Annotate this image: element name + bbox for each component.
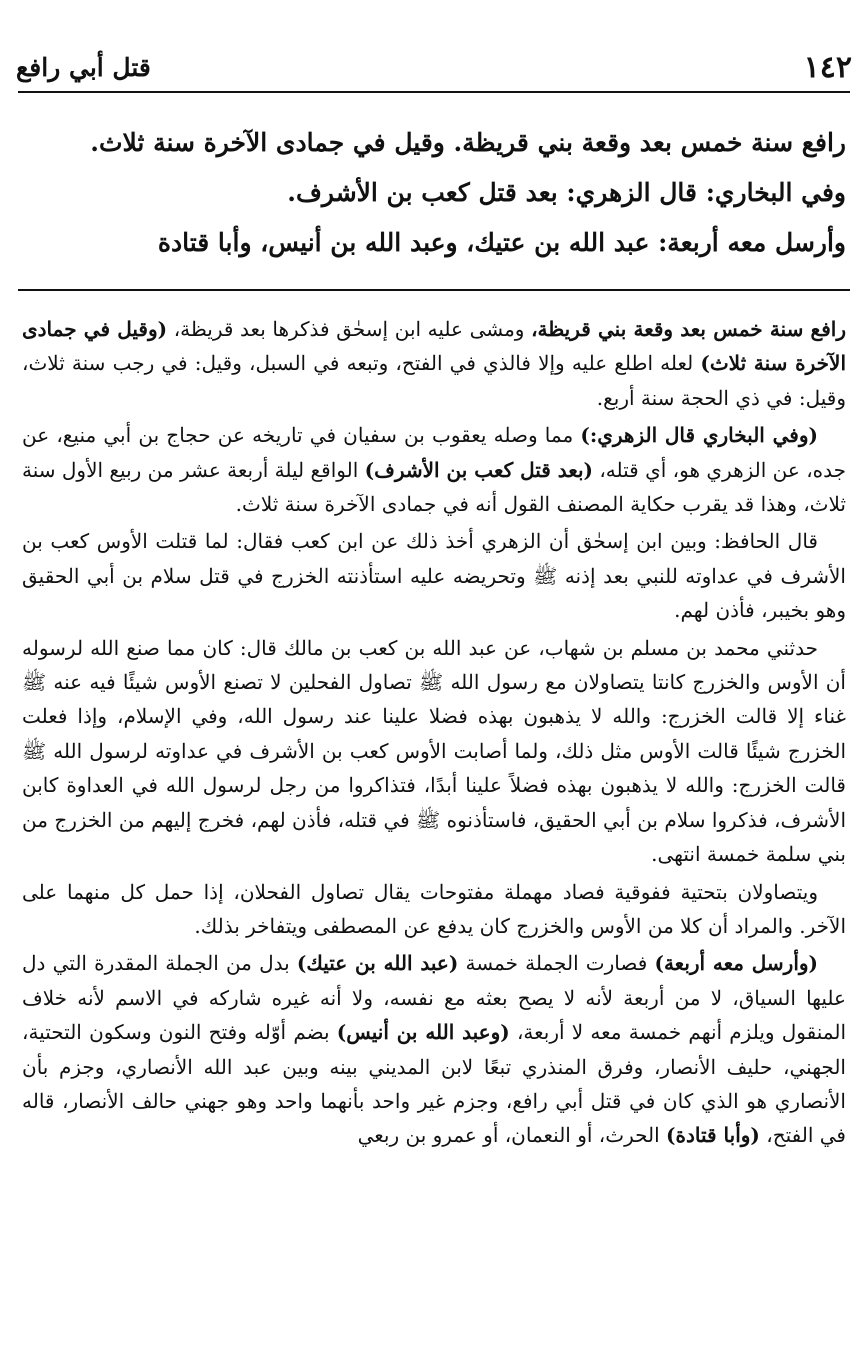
commentary-text: ومشى عليه ابن إسحٰق فذكرها بعد قريظة،: [167, 317, 532, 341]
page-header: [16, 44, 852, 90]
main-text-line: رافع سنة خمس بعد وقعة بني قريظة. وقيل في جمادى الآخرة سنة ثلاث.: [90, 128, 846, 157]
commentary-paragraph: ويتصاولان بتحتية ففوقية فصاد مهملة مفتوحات يقال تصاول الفحلان، إذا حمل كل منهما على الآخر. والمراد أن كلا من الأوس والخزرج كان يدفع عن المصطفى ويتفاخر بذلك.: [22, 879, 846, 938]
quoted-phrase: رافع سنة خمس بعد وقعة بني قريظة،: [531, 317, 846, 341]
commentary: [22, 312, 846, 1156]
quoted-phrase: (وقيل في جمادى الآخرة سنة ثلاث): [22, 317, 846, 376]
commentary-paragraph: قال الحافظ: وبين ابن إسحٰق أن الزهري أخذ ذلك عن ابن كعب فقال: لما قتلت الأوس كعب بن الأشرف في عداوته للنبي بعد إذنه ﷺ وتحريضه عليه استأذنته الخزرج في قتل سلام بن أبي الحقيق وهو بخيبر، فأذن لهم.: [22, 529, 846, 623]
commentary-paragraph: [22, 312, 846, 415]
main-text-line: وأرسل معه أربعة: عبد الله بن عتيك، وعبد الله بن أنيس، وأبا قتادة: [157, 228, 846, 257]
commentary-text: لعله اطلع عليه وإلا فالذي في الفتح، وتبعه في السبل، وقيل: في رجب سنة ثلاث، وقيل: في ذي الحجة سنة أربع.: [22, 351, 846, 410]
commentary-paragraph: [22, 418, 846, 521]
header-rule: [18, 91, 850, 93]
commentary-text: الواقع ليلة أربعة عشر من ربيع الأول سنة ثلاث، وهذا قد يقرب حكاية المصنف القول أنه في جمادى الآخرة سنة ثلاث.: [22, 457, 846, 517]
commentary-text: بضم أوّله وفتح النون وسكون التحتية، الجهني، حليف الأنصار، وفرق المنذري تبعًا لابن المديني بينه وبين عبد الله الأنصاري، وجزم بأن الأنصاري هو الذي كان في قتل أبي رافع، وجزم غير واحد بأنهما واحد وهو جهني حالف الأنصار، قاله في الفتح،: [22, 1020, 846, 1148]
page-number: ١٤٢: [803, 49, 852, 85]
quoted-phrase: (وأبا قتادة): [666, 1123, 760, 1148]
commentary-text: الحرث، أو النعمان، أو عمرو بن ربعي: [357, 1123, 667, 1148]
quoted-phrase: (وعبد الله بن أنيس): [336, 1020, 510, 1045]
commentary-text: بدل من الجملة المقدرة التي دل عليها السياق، لا من أربعة لأنه لا يصح بعثه مع نفسه، ولا أنه غيره شاركه في الاسم لأنه خلاف المنقول ويلزم أنهم خمسة معه لا أربعة،: [22, 951, 846, 1045]
main-text: [22, 118, 846, 268]
commentary-paragraph: حدثني محمد بن مسلم بن شهاب، عن عبد الله بن كعب بن مالك قال: كان مما صنع الله لرسوله أن الأوس والخزرج كانتا يتصاولان مع رسول الله ﷺ تصاول الفحلين لا تصنع الأوس شيئًا فيه عنه ﷺ غناء إلا قالت الخزرج: والله لا يذهبون بهذه فضلا علينا عند رسول الله، وفي الإسلام، وإذا فعلت الخزرج شيئًا قالت الأوس مثل ذلك، ولما أصابت الأوس كعب بن الأشرف في عداوته لرسول الله ﷺ قالت الخزرج: والله لا يذهبون بهذه فضلاً علينا أبدًا، فتذاكروا من رجل لرسول الله في العداوة كابن الأشرف، فذكروا سلام بن أبي الحقيق، فاستأذنوه ﷺ في قتله، فأذن لهم، فخرج إليهم من الخزرج من بني سلمة خمسة انتهى.: [22, 635, 846, 867]
commentary-text: مما وصله يعقوب بن سفيان في تاريخه عن حجاج بن أبي منيع، عن جده، عن الزهري هو، أي قتله،: [22, 423, 846, 482]
commentary-paragraph: [22, 946, 846, 1152]
running-title: قتل أبي رافع: [16, 52, 151, 82]
quoted-phrase: (وفي البخاري قال الزهري:): [580, 423, 818, 448]
quoted-phrase: (وأرسل معه أربعة): [654, 951, 819, 976]
commentary-text: فصارت الجملة خمسة: [458, 951, 655, 976]
main-text-line: وفي البخاري: قال الزهري: بعد قتل كعب بن الأشرف.: [287, 178, 846, 207]
quoted-phrase: (بعد قتل كعب بن الأشرف): [364, 457, 593, 482]
quoted-phrase: (عبد الله بن عتيك): [296, 951, 459, 976]
separator-rule: [18, 289, 850, 291]
